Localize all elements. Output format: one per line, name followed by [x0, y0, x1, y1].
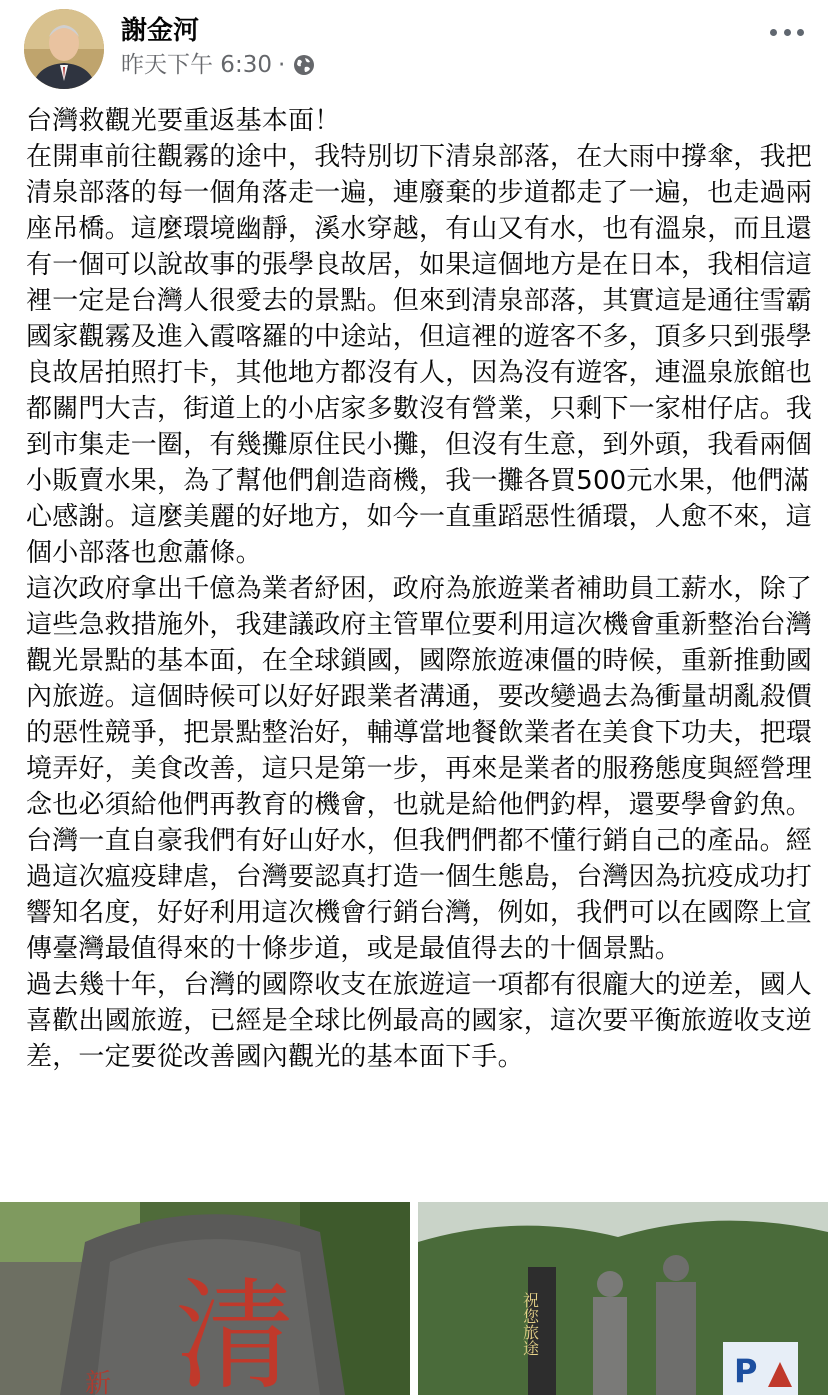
rock-small-character: 新: [85, 1369, 112, 1395]
photo-statues[interactable]: [418, 1202, 828, 1395]
post-meta: [121, 50, 315, 80]
post-header: [0, 0, 828, 100]
avatar-image: [24, 9, 104, 89]
globe-icon[interactable]: [293, 54, 315, 76]
parking-sign-letter: P: [734, 1352, 758, 1390]
sign-vertical-text: 祝您旅途: [520, 1292, 540, 1356]
post-paragraph: 過去幾十年，台灣的國際收支在旅遊這一項都有很龐大的逆差，國人喜歡出國旅遊，已經是全球比例最高的國家，這次要平衡旅遊收支逆差，一定要從改善國內觀光的基本面下手。: [26, 970, 813, 1072]
more-dot: [784, 29, 791, 36]
post-photos: [0, 1202, 828, 1395]
post-paragraph: 在開車前往觀霧的途中，我特別切下清泉部落，在大雨中撐傘，我把清泉部落的每一個角落走一遍，連廢棄的步道都走了一遍，也走過兩座吊橋。這麼環境幽靜，溪水穿越，有山又有水，也有溫泉，而且還有一個可以說故事的張學良故居，如果這個地方是在日本，我相信這裡一定是台灣人很愛去的景點。但來到清泉部落，其實這是通往雪霸國家觀霧及進入霞喀羅的中途站，但這裡的遊客不多，頂多只到張學良故居拍照打卡，其他地方都沒有人，因為沒有遊客，連溫泉旅館也都關門大吉，街道上的小店家多數沒有營業，只剩下一家柑仔店。我到市集走一圈，有幾攤原住民小攤，但沒有生意，到外頭，我看兩個小販賣水果，為了幫他們創造商機，我一攤各買500元水果，他們滿心感謝。這麼美麗的好地方，如今一直重蹈惡性循環，人愈不來，這個小部落也愈蕭條。: [26, 142, 813, 568]
more-dot: [770, 29, 777, 36]
meta-separator: ·: [277, 52, 286, 78]
photo-rock[interactable]: [0, 1202, 410, 1395]
more-dot: [797, 29, 804, 36]
post-paragraph: 台灣救觀光要重返基本面！: [26, 106, 341, 136]
post-timestamp[interactable]: 昨天下午 6:30: [121, 52, 272, 78]
author-avatar[interactable]: [24, 9, 104, 89]
rock-character: 清: [175, 1267, 295, 1395]
more-options-icon[interactable]: [770, 22, 804, 42]
post-paragraph: 這次政府拿出千億為業者紓困，政府為旅遊業者補助員工薪水，除了這些急救措施外，我建議政府主管單位要利用這次機會重新整治台灣觀光景點的基本面，在全球鎖國，國際旅遊凍僵的時候，重新推動國內旅遊。這個時候可以好好跟業者溝通，要改變過去為衝量胡亂殺價的惡性競爭，把景點整治好，輔導當地餐飲業者在美食下功夫，把環境弄好，美食改善，這只是第一步，再來是業者的服務態度與經營理念也必須給他們再教育的機會，也就是給他們釣桿，還要學會釣魚。: [26, 574, 813, 820]
post-body: [26, 103, 816, 1075]
author-name[interactable]: 謝金河: [121, 16, 200, 46]
post-paragraph: 台灣一直自豪我們有好山好水，但我們們都不懂行銷自己的產品。經過這次瘟疫肆虐，台灣要認真打造一個生態島，台灣因為抗疫成功打響知名度，好好利用這次機會行銷台灣，例如，我們可以在國際上宣傳臺灣最值得來的十條步道，或是最值得去的十個景點。: [26, 826, 813, 964]
